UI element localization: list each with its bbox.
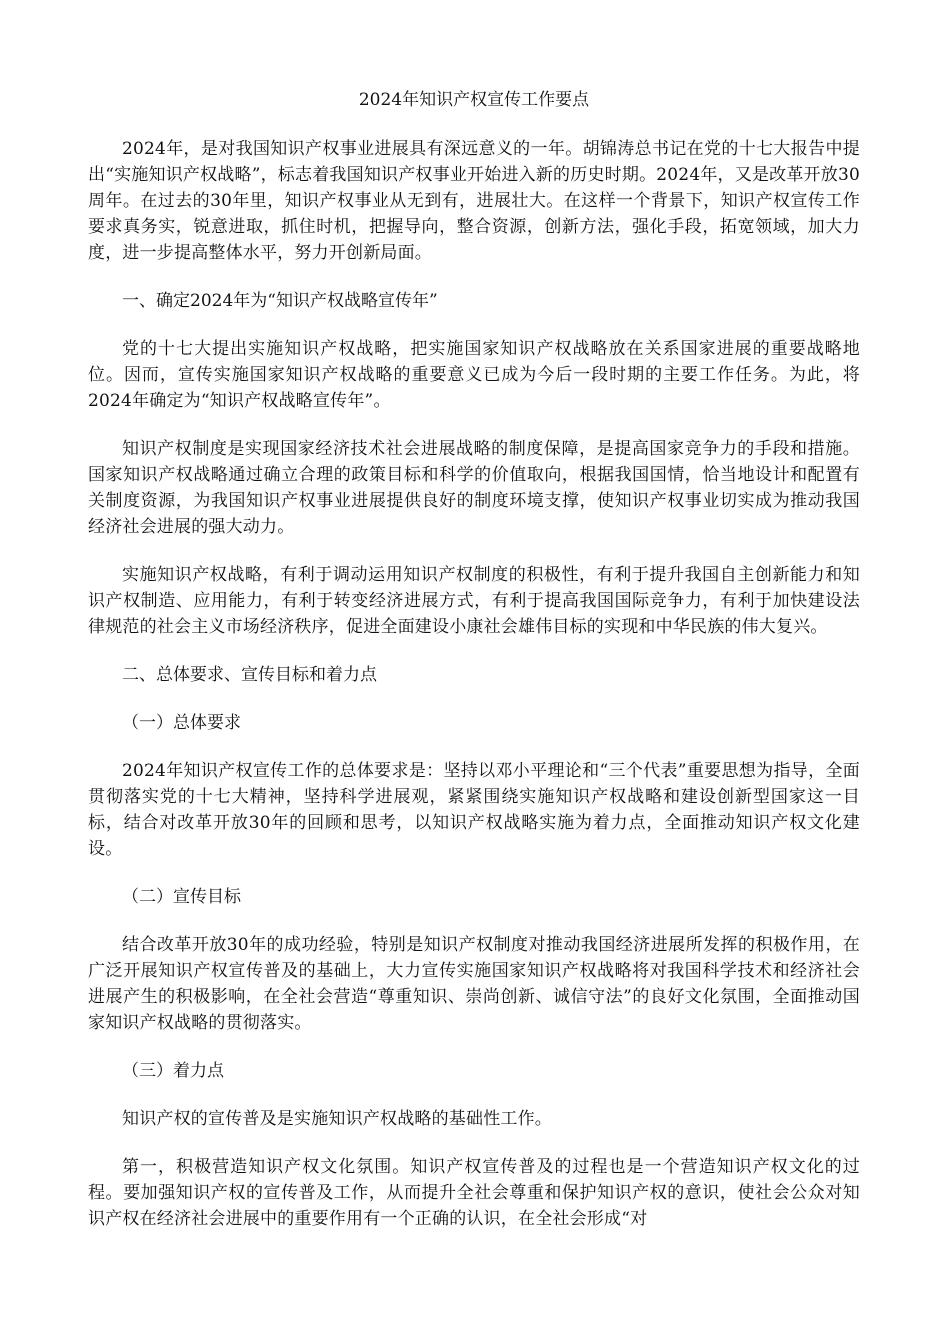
section-1-paragraph-3: 实施知识产权战略，有利于调动运用知识产权制度的积极性，有利于提升我国自主创新能力和知识产权制造、应用能力，有利于转变经济进展方式，有利于提高我国国际竞争力，有利于加快建设法律规范的社会主义市场经济秩序，促进全面建设小康社会雄伟目标的实现和中华民族的伟大复兴。 (88, 565, 860, 637)
document-body (88, 86, 860, 1232)
subsection-overall-requirements-text: 2024年知识产权宣传工作的总体要求是：坚持以邓小平理论和“三个代表”重要思想为指导，全面贯彻落实党的十七大精神，坚持科学进展观，紧紧围绕实施知识产权战略和建设创新型国家这一目标，结合对改革开放30年的回顾和思考，以知识产权战略实施为着力点，全面推动知识产权文化建设。 (88, 761, 860, 859)
subsection-focus-points-text-1: 知识产权的宣传普及是实施知识产权战略的基础性工作。 (122, 1109, 552, 1129)
subsection-overall-requirements-heading: （一）总体要求 (122, 713, 241, 733)
intro-paragraph: 2024年，是对我国知识产权事业进展具有深远意义的一年。胡锦涛总书记在党的十七大报告中提出“实施知识产权战略”，标志着我国知识产权事业开始进入新的历史时期。2024年，又是改革开放30周年。在过去的30年里，知识产权事业从无到有，进展壮大。在这样一个背景下，知识产权宣传工作要求真务实，锐意进取，抓住时机，把握导向，整合资源，创新方法，强化手段，拓宽领域，加大力度，进一步提高整体水平，努力开创新局面。 (88, 139, 860, 263)
section-1-paragraph-2: 知识产权制度是实现国家经济技术社会进展战略的制度保障，是提高国家竞争力的手段和措施。国家知识产权战略通过确立合理的政策目标和科学的价值取向，根据我国国情，恰当地设计和配置有关制度资源，为我国知识产权事业进展提供良好的制度环境支撑，使知识产权事业切实成为推动我国经济社会进展的强大动力。 (88, 439, 860, 537)
subsection-publicity-goals-text: 结合改革开放30年的成功经验，特别是知识产权制度对推动我国经济进展所发挥的积极作用，在广泛开展知识产权宣传普及的基础上，大力宣传实施国家知识产权战略将对我国科学技术和经济社会进展产生的积极影响，在全社会营造“尊重知识、崇尚创新、诚信守法”的良好文化氛围，全面推动国家知识产权战略的贯彻落实。 (88, 935, 860, 1033)
subsection-focus-points-heading: （三）着力点 (122, 1061, 224, 1081)
subsection-publicity-goals-heading: （二）宣传目标 (122, 887, 241, 907)
section-1-paragraph-1: 党的十七大提出实施知识产权战略，把实施国家知识产权战略放在关系国家进展的重要战略地位。因而，宣传实施国家知识产权战略的重要意义已成为今后一段时期的主要工作任务。为此，将2024年确定为“知识产权战略宣传年”。 (88, 339, 860, 411)
document-title: 2024年知识产权宣传工作要点 (358, 90, 590, 110)
section-1-heading: 一、确定2024年为“知识产权战略宣传年” (122, 291, 438, 311)
section-2-heading: 二、总体要求、宣传目标和着力点 (122, 665, 377, 685)
subsection-focus-points-text-2: 第一，积极营造知识产权文化氛围。知识产权宣传普及的过程也是一个营造知识产权文化的过程。要加强知识产权的宣传普及工作，从而提升全社会尊重和保护知识产权的意识，使社会公众对知识产权在经济社会进展中的重要作用有一个正确的认识，在全社会形成“对 (88, 1157, 860, 1229)
